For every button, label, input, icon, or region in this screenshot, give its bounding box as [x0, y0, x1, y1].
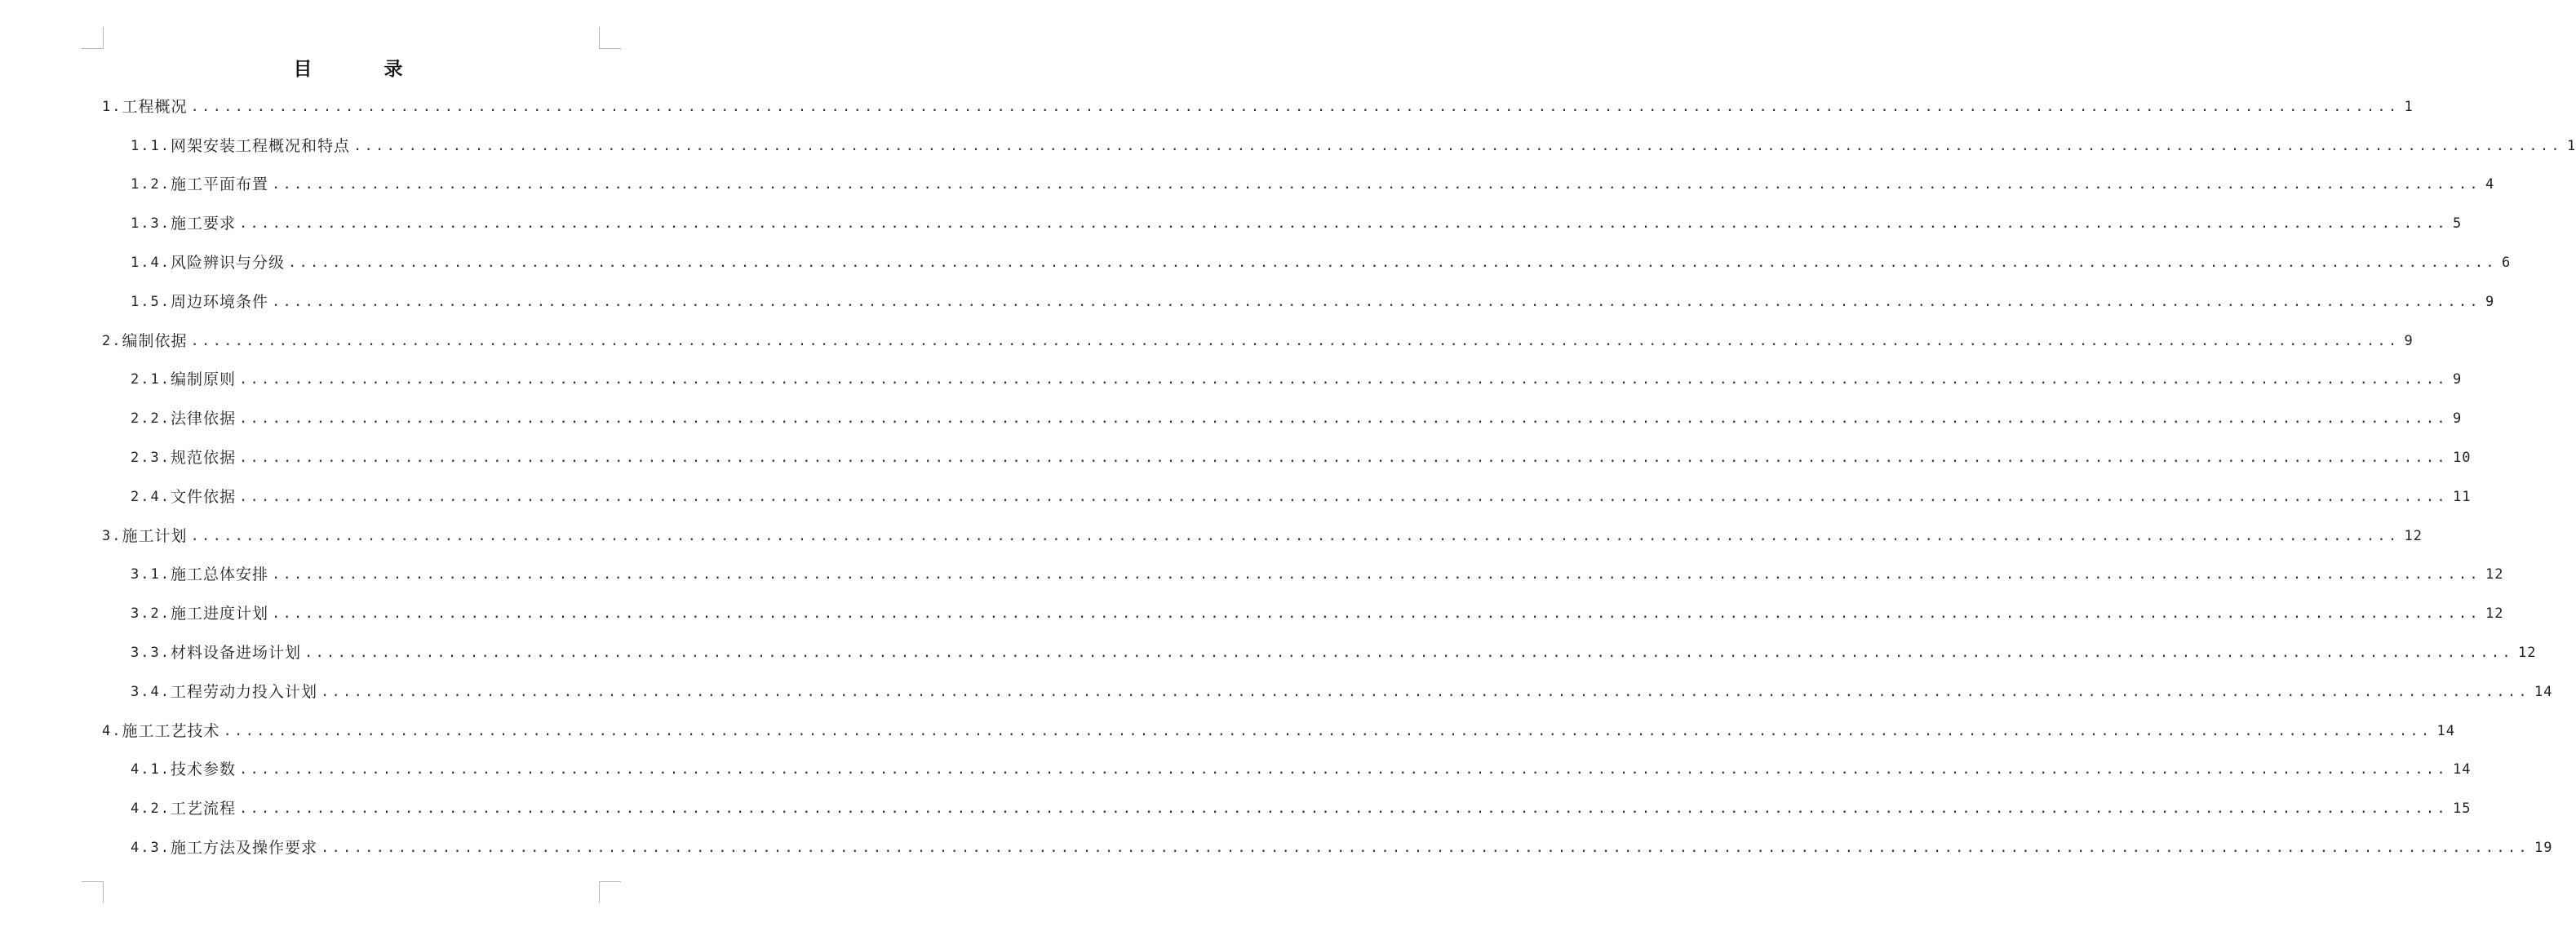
toc-entry-number: 1.1.: [131, 137, 171, 154]
crop-mark-bottom-right: [599, 881, 621, 903]
page-title: [0, 54, 698, 81]
toc-entry-title: 材料设备进场计划: [170, 644, 301, 663]
toc-dot-leader: ........................................................................................................................................................................................................: [190, 332, 2400, 349]
toc-entry-number: 3.1.: [131, 566, 171, 583]
toc-entry-title: 网架安装工程概况和特点: [170, 136, 350, 155]
toc-entry-number: 2.3.: [131, 450, 171, 467]
toc-entry[interactable]: [102, 243, 2512, 282]
toc-page-number: 6: [2501, 255, 2512, 272]
toc-dot-leader: ........................................................................................................................................................................................................: [238, 450, 2448, 467]
toc-page-number: 10: [2452, 450, 2472, 467]
toc-entry-number: 2.2.: [131, 410, 171, 428]
toc-entry-number: 3.4.: [131, 683, 171, 700]
toc-entry[interactable]: [102, 361, 2463, 400]
toc-entry-title: 施工方法及操作要求: [170, 839, 317, 858]
toc-dot-leader: ........................................................................................................................................................................................................: [223, 722, 2432, 739]
toc-entry-title: 施工平面布置: [170, 175, 268, 194]
toc-page-number: 9: [2452, 410, 2463, 428]
toc-entry[interactable]: [102, 399, 2463, 438]
toc-entry-number: 4.: [102, 722, 122, 739]
toc-dot-leader: ........................................................................................................................................................................................................: [304, 645, 2513, 662]
toc-page-number: 9: [2404, 332, 2414, 349]
toc-entry-number: 3.3.: [131, 645, 171, 662]
toc-page-number: 12: [2485, 605, 2504, 623]
toc-entry-title: 编制原则: [170, 370, 236, 389]
toc-dot-leader: ........................................................................................................................................................................................................: [320, 840, 2529, 857]
toc-entry-number: 4.3.: [131, 840, 171, 857]
toc-entry[interactable]: [102, 789, 2472, 828]
toc-entry-title: 文件依据: [170, 487, 236, 506]
toc-page-number: 4: [2485, 176, 2495, 193]
toc-dot-leader: ........................................................................................................................................................................................................: [352, 137, 2562, 154]
toc-entry-number: 4.2.: [131, 800, 171, 818]
toc-entry-title: 施工进度计划: [170, 605, 268, 623]
toc-entry-title: 编制依据: [122, 331, 188, 350]
toc-entry-number: 2.1.: [131, 371, 171, 388]
toc-entry-title: 施工工艺技术: [122, 721, 220, 740]
toc-entry-title: 规范依据: [170, 449, 236, 468]
toc-dot-leader: ........................................................................................................................................................................................................: [271, 176, 2481, 193]
toc-entry-number: 2.4.: [131, 488, 171, 505]
toc-entry[interactable]: [102, 556, 2504, 595]
toc-dot-leader: ........................................................................................................................................................................................................: [238, 215, 2448, 233]
toc-dot-leader: ........................................................................................................................................................................................................: [320, 683, 2529, 700]
crop-mark-top-left: [82, 27, 104, 49]
crop-mark-bottom-left: [82, 881, 104, 903]
toc-page-number: 9: [2452, 371, 2463, 388]
toc-entry[interactable]: [102, 282, 2495, 322]
toc-page-number: 1: [2566, 137, 2576, 154]
toc-entry[interactable]: [102, 322, 2414, 361]
toc-entry-title: 工程概况: [122, 97, 188, 116]
toc-entry[interactable]: [102, 204, 2463, 243]
toc-page-number: 5: [2452, 215, 2463, 233]
toc-page-number: 12: [2485, 566, 2504, 583]
toc-entry[interactable]: [102, 672, 2553, 712]
toc-entry[interactable]: [102, 438, 2472, 477]
toc-page-number: 15: [2452, 800, 2472, 818]
toc-entry-title: 风险辨识与分级: [170, 254, 285, 273]
toc-entry[interactable]: [102, 87, 2414, 126]
toc-entry[interactable]: [102, 126, 2576, 166]
title-char-2: 录: [384, 58, 405, 80]
toc-dot-leader: ........................................................................................................................................................................................................: [190, 98, 2400, 115]
toc-dot-leader: ........................................................................................................................................................................................................: [271, 605, 2481, 623]
table-of-contents: [102, 87, 2576, 867]
toc-entry-number: 1.: [102, 98, 122, 115]
toc-page-number: 14: [2534, 683, 2553, 700]
toc-dot-leader: ........................................................................................................................................................................................................: [238, 410, 2448, 428]
toc-page-number: 9: [2485, 293, 2495, 310]
toc-entry-number: 1.5.: [131, 293, 171, 310]
toc-entry[interactable]: [102, 517, 2423, 556]
toc-page-number: 19: [2534, 840, 2553, 857]
toc-dot-leader: ........................................................................................................................................................................................................: [238, 371, 2448, 388]
toc-entry[interactable]: [102, 166, 2495, 205]
toc-page-number: 12: [2517, 645, 2537, 662]
toc-entry-title: 施工要求: [170, 215, 236, 233]
title-char-1: 目: [293, 58, 314, 80]
toc-dot-leader: ........................................................................................................................................................................................................: [238, 488, 2448, 505]
toc-page-number: 14: [2452, 761, 2472, 778]
toc-page-number: 14: [2436, 722, 2455, 739]
toc-entry-number: 4.1.: [131, 761, 171, 778]
toc-entry-number: 2.: [102, 332, 122, 349]
toc-entry[interactable]: [102, 594, 2504, 633]
toc-dot-leader: ........................................................................................................................................................................................................: [271, 566, 2481, 583]
toc-entry-title: 工艺流程: [170, 800, 236, 818]
toc-entry[interactable]: [102, 828, 2553, 867]
toc-entry-number: 3.2.: [131, 605, 171, 623]
toc-dot-leader: ........................................................................................................................................................................................................: [190, 527, 2400, 544]
toc-entry-number: 1.2.: [131, 176, 171, 193]
toc-dot-leader: ........................................................................................................................................................................................................: [238, 761, 2448, 778]
toc-entry-number: 3.: [102, 527, 122, 544]
toc-entry-number: 1.3.: [131, 215, 171, 233]
toc-page-number: 12: [2404, 527, 2423, 544]
toc-entry-title: 技术参数: [170, 761, 236, 779]
toc-entry-title: 施工计划: [122, 526, 188, 545]
crop-mark-top-right: [599, 27, 621, 49]
toc-entry[interactable]: [102, 477, 2472, 517]
toc-dot-leader: ........................................................................................................................................................................................................: [238, 800, 2448, 818]
toc-entry[interactable]: [102, 751, 2472, 790]
toc-page-number: 1: [2404, 98, 2414, 115]
toc-entry[interactable]: [102, 633, 2537, 672]
toc-dot-leader: ........................................................................................................................................................................................................: [287, 255, 2497, 272]
toc-entry-title: 周边环境条件: [170, 292, 268, 311]
toc-entry[interactable]: [102, 712, 2455, 751]
toc-entry-title: 法律依据: [170, 410, 236, 428]
toc-entry-title: 工程劳动力投入计划: [170, 682, 317, 701]
toc-page-number: 11: [2452, 488, 2472, 505]
toc-dot-leader: ........................................................................................................................................................................................................: [271, 293, 2481, 310]
toc-entry-title: 施工总体安排: [170, 565, 268, 584]
toc-entry-number: 1.4.: [131, 255, 171, 272]
